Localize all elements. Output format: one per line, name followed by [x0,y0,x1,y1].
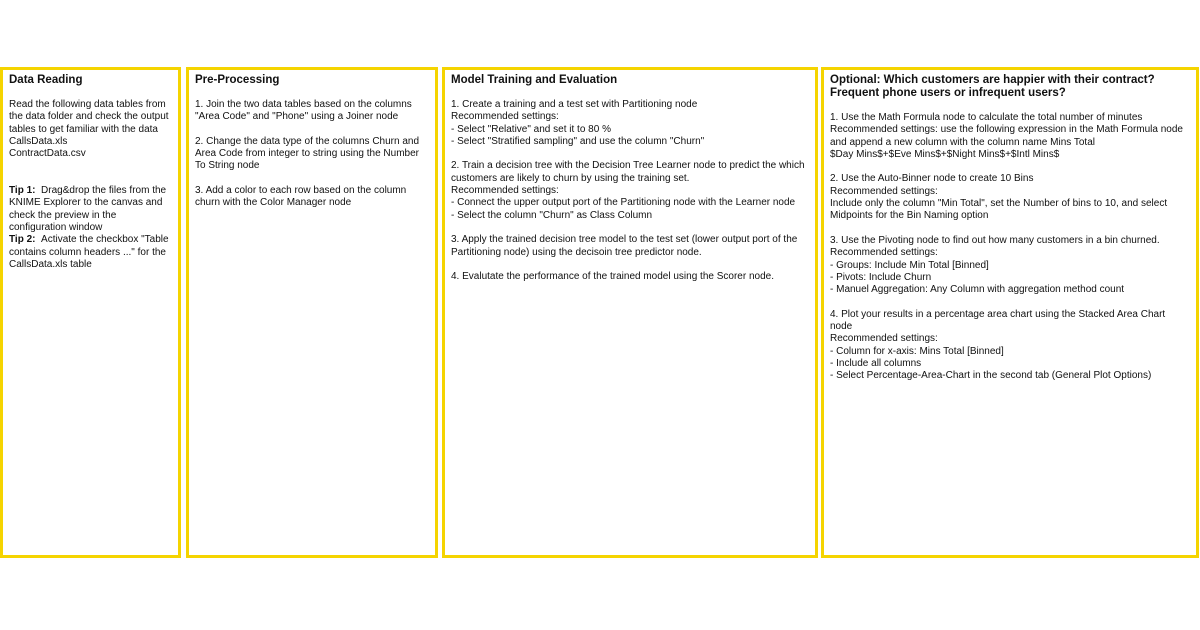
settings-label: Recommended settings: [830,247,938,259]
tip-1 [9,185,172,234]
setting-item: - Groups: Include Min Total [Binned] [830,259,989,271]
panel-body [451,99,809,283]
panel-title: Data Reading [9,74,83,86]
setting-item: - Select the column "Churn" as Class Column [451,209,653,221]
step-1: 1. Join the two data tables based on the columns "Area Code" and "Phone" using a Joiner node [195,99,412,123]
setting-item: - Include all columns [830,357,922,369]
setting-item: - Column for x-axis: Mins Total [Binned] [830,345,1004,357]
formula-text: $Day Mins$+$Eve Mins$+$Night Mins$+$Intl Mins$ [830,148,1060,160]
step-3-text: 3. Apply the trained decision tree model to the test set (lower output port of the Partitioning node) using the decisoin tree predictor node. [451,234,798,258]
setting-item: - Manuel Aggregation: Any Column with aggregation method count [830,284,1125,296]
tip-text: Activate the checkbox "Table contains column headers ..." for the CallsData.xls table [9,234,169,270]
setting-item: - Connect the upper output port of the Partitioning node with the Learner node [451,197,796,209]
step-1-text: 1. Use the Math Formula node to calculate the total number of minutes [830,112,1143,123]
panel-body [830,112,1190,383]
panel-data-reading [0,67,181,558]
panel-pre-processing [186,67,438,558]
tip-text: Drag&drop the files from the KNIME Explorer to the canvas and check the preview in the configuration window [9,185,167,233]
panel-body [9,99,172,271]
panel-body [195,99,429,210]
setting-item: - Select "Stratified sampling" and use the column "Churn" [451,135,705,147]
tip-2 [9,234,172,271]
file-name: CallsData.xls [9,135,68,147]
file-name: ContractData.csv [9,148,86,160]
step-4-text: 4. Evalutate the performance of the trained model using the Scorer node. [451,271,774,283]
intro-text: Read the following data tables from the data folder and check the output tables to get familiar with the data [9,99,169,135]
setting-item: - Select Percentage-Area-Chart in the second tab (General Plot Options) [830,370,1152,382]
step-4-text: 4. Plot your results in a percentage area chart using the Stacked Area Chart node [830,308,1166,333]
setting-item: - Select "Relative" and set it to 80 % [451,123,611,135]
step-3: 3. Add a color to each row based on the column churn with the Color Manager node [195,185,407,209]
step-2: 2. Change the data type of the columns Churn and Area Code from integer to string using the Number To String node [195,135,420,172]
settings-label: Recommended settings: [451,185,559,197]
panel-model-training [442,67,818,558]
panel-title: Pre-Processing [195,74,280,86]
settings-label: Recommended settings: [830,333,938,345]
setting-item: - Pivots: Include Churn [830,271,932,283]
step-2-text: 2. Use the Auto-Binner node to create 10 Bins [830,173,1034,185]
setting-item: Include only the column "Min Total", set the Number of bins to 10, and select Midpoints for the Bin Naming option [830,198,1168,222]
tip-label: Tip 2: [9,234,36,246]
step-3-text: 3. Use the Pivoting node to find out how many customers in a bin churned. [830,234,1160,246]
step-2-text: 2. Train a decision tree with the Decision Tree Learner node to predict the which customers are likely to churn by using the training set. [451,160,805,184]
tip-label: Tip 1: [9,185,36,197]
step-1-text: 1. Create a training and a test set with Partitioning node [451,99,698,110]
panel-optional [821,67,1199,558]
settings-label: Recommended settings: [451,111,559,123]
settings-label: Recommended settings: [830,185,938,197]
panel-title: Model Training and Evaluation [451,74,618,86]
panel-title: Optional: Which customers are happier with their contract? Frequent phone users or infrequent users? [830,74,1155,99]
settings-text: Recommended settings: use the following expression in the Math Formula node and append a new column with the column name Mins Total [830,124,1183,148]
